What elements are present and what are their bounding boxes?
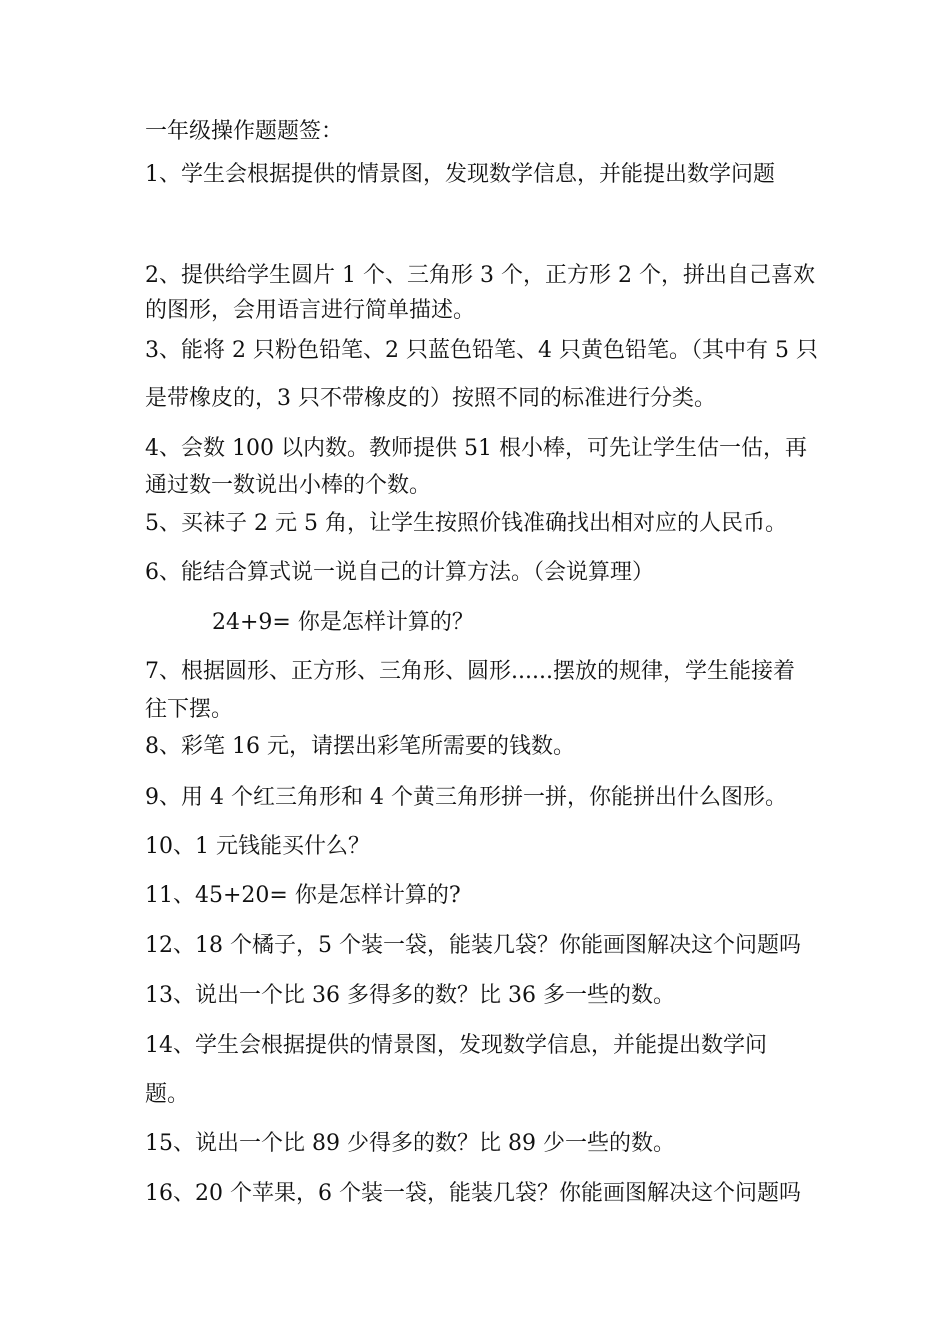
question-3-line-1: 3、能将 2 只粉色铅笔、2 只蓝色铅笔、4 只黄色铅笔。（其中有 5 只 [145, 338, 818, 363]
question-7-line-2: 往下摆。 [145, 697, 234, 722]
question-14-line-2: 题。 [145, 1082, 190, 1107]
question-1-line: 1、学生会根据提供的情景图，发现数学信息，并能提出数学问题 [145, 162, 775, 187]
question-12-line: 12、18 个橘子，5 个装一袋，能装几袋？你能画图解决这个问题吗 [145, 933, 801, 958]
question-2-line-2: 的图形，会用语言进行简单描述。 [145, 298, 476, 323]
question-9-line: 9、用 4 个红三角形和 4 个黄三角形拼一拼，你能拼出什么图形。 [145, 785, 787, 810]
question-4-line-1: 4、会数 100 以内数。教师提供 51 根小棒，可先让学生估一估，再 [145, 436, 807, 461]
question-5-line: 5、买袜子 2 元 5 角，让学生按照价钱准确找出相对应的人民币。 [145, 511, 787, 536]
question-13-line: 13、说出一个比 36 多得多的数？比 36 多一些的数。 [145, 983, 675, 1008]
question-3-line-2: 是带橡皮的，3 只不带橡皮的）按照不同的标准进行分类。 [145, 386, 716, 411]
question-15-line: 15、说出一个比 89 少得多的数？比 89 少一些的数。 [145, 1131, 675, 1156]
question-2-line-1: 2、提供给学生圆片 1 个、三角形 3 个，正方形 2 个，拼出自己喜欢 [145, 263, 815, 288]
question-6-equation: 24+9= 你是怎样计算的？ [212, 610, 474, 635]
question-14-line-1: 14、学生会根据提供的情景图，发现数学信息，并能提出数学问 [145, 1033, 767, 1058]
question-11-line: 11、45+20= 你是怎样计算的? [145, 883, 461, 908]
document-title: 一年级操作题题签： [145, 119, 344, 144]
question-10-line: 10、1 元钱能买什么？ [145, 834, 370, 859]
question-8-line: 8、彩笔 16 元，请摆出彩笔所需要的钱数。 [145, 734, 575, 759]
question-6-line: 6、能结合算式说一说自己的计算方法。（会说算理） [145, 560, 654, 585]
question-7-line-1: 7、根据圆形、正方形、三角形、圆形......摆放的规律，学生能接着 [145, 659, 795, 684]
question-16-line: 16、20 个苹果，6 个装一袋，能装几袋？你能画图解决这个问题吗 [145, 1181, 801, 1206]
question-4-line-2: 通过数一数说出小棒的个数。 [145, 473, 432, 498]
